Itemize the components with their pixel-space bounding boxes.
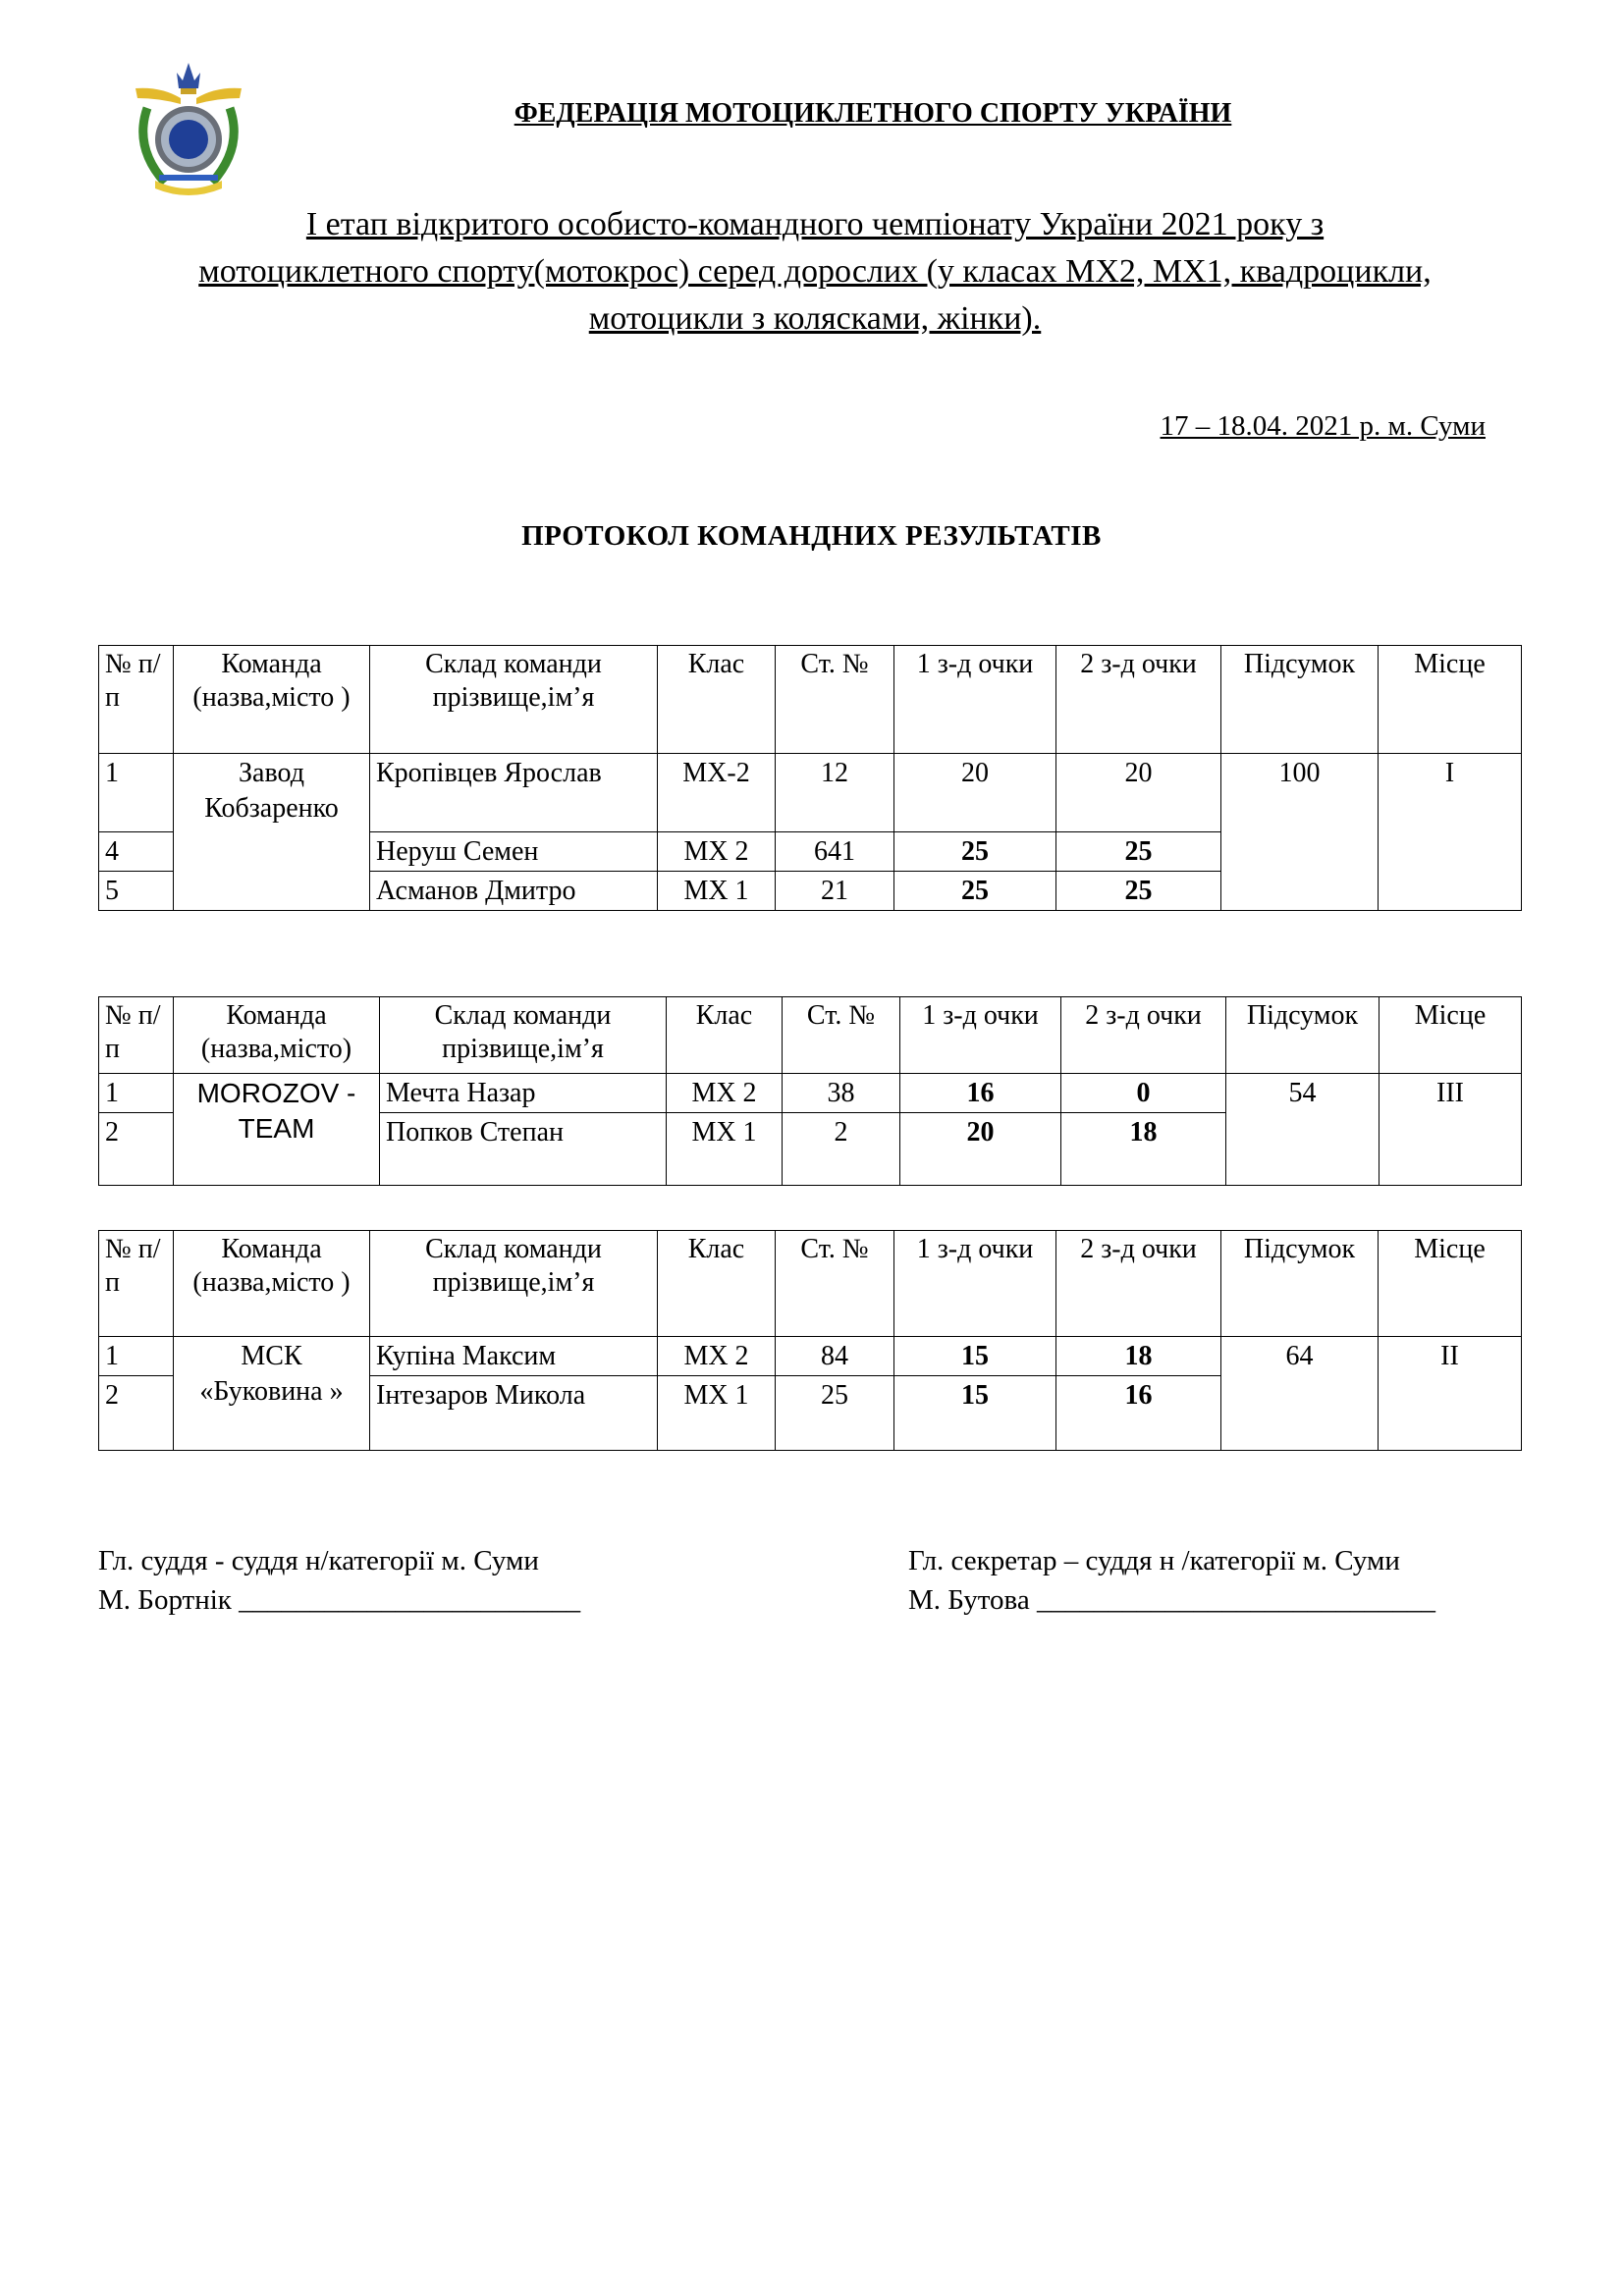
row-num: 1 — [99, 754, 174, 832]
row-num: 5 — [99, 872, 174, 911]
col-header-members: Склад команди прізвище,ім’я — [380, 997, 667, 1074]
event-title-line: мотоцикли з колясками, жінки). — [588, 300, 1042, 337]
chief-secretary-signature — [908, 1541, 1435, 1620]
results-table-3 — [98, 1230, 1522, 1451]
col-header-num: № п/п — [99, 997, 174, 1074]
event-title — [88, 201, 1542, 343]
race1-points: 15 — [894, 1376, 1056, 1451]
member-class: МХ-2 — [658, 754, 776, 832]
member-class: МХ 1 — [658, 1376, 776, 1451]
col-header-team: Команда (назва,місто) — [174, 997, 380, 1074]
team-name: MOROZOV - TEAM — [174, 1074, 380, 1186]
member-start: 84 — [776, 1337, 894, 1376]
team-total: 100 — [1221, 754, 1379, 911]
col-header-place: Місце — [1379, 646, 1522, 754]
col-header-race1: 1 з-д очки — [894, 1231, 1056, 1337]
team-name: Завод Кобзаренко — [174, 754, 370, 911]
table-header-row — [99, 1231, 1522, 1337]
race2-points: 0 — [1061, 1074, 1226, 1113]
member-class: МХ 2 — [658, 832, 776, 872]
col-header-team: Команда (назва,місто ) — [174, 1231, 370, 1337]
race1-points: 20 — [900, 1113, 1061, 1186]
member-class: МХ 2 — [667, 1074, 783, 1113]
col-header-total: Підсумок — [1226, 997, 1380, 1074]
race1-points: 15 — [894, 1337, 1056, 1376]
race2-points: 25 — [1056, 872, 1221, 911]
table-row — [99, 1337, 1522, 1376]
race2-points: 25 — [1056, 832, 1221, 872]
race2-points: 18 — [1061, 1113, 1226, 1186]
race1-points: 16 — [900, 1074, 1061, 1113]
chief-judge-name: М. Бортнік ________________________ — [98, 1584, 581, 1616]
federation-title: ФЕДЕРАЦІЯ МОТОЦИКЛЕТНОГО СПОРТУ УКРАЇНИ — [514, 98, 1232, 129]
member-class: МХ 1 — [658, 872, 776, 911]
col-header-num: № п/п — [99, 1231, 174, 1337]
team-place: ІІ — [1379, 1337, 1522, 1451]
col-header-place: Місце — [1380, 997, 1522, 1074]
member-start: 12 — [776, 754, 894, 832]
col-header-start: Ст. № — [783, 997, 900, 1074]
member-class: МХ 2 — [658, 1337, 776, 1376]
table-header-row — [99, 646, 1522, 754]
col-header-members: Склад команди прізвище,ім’я — [370, 646, 658, 754]
col-header-num: № п/п — [99, 646, 174, 754]
table-header-row — [99, 997, 1522, 1074]
col-header-members: Склад команди прізвище,ім’я — [370, 1231, 658, 1337]
member-name: Неруш Семен — [370, 832, 658, 872]
member-name: Кропівцев Ярослав — [370, 754, 658, 832]
col-header-race1: 1 з-д очки — [894, 646, 1056, 754]
col-header-total: Підсумок — [1221, 1231, 1379, 1337]
row-num: 2 — [99, 1113, 174, 1186]
results-table-2 — [98, 996, 1522, 1186]
event-title-line: І етап відкритого особисто-командного чемпіонату України 2021 року з — [305, 206, 1325, 242]
col-header-start: Ст. № — [776, 646, 894, 754]
member-start: 641 — [776, 832, 894, 872]
member-name: Мечта Назар — [380, 1074, 667, 1113]
row-num: 2 — [99, 1376, 174, 1451]
team-place: І — [1379, 754, 1522, 911]
member-class: МХ 1 — [667, 1113, 783, 1186]
team-total: 64 — [1221, 1337, 1379, 1451]
member-name: Інтезаров Микола — [370, 1376, 658, 1451]
col-header-place: Місце — [1379, 1231, 1522, 1337]
results-table-1 — [98, 645, 1522, 911]
col-header-race2: 2 з-д очки — [1056, 1231, 1221, 1337]
team-name: МСК «Буковина » — [174, 1337, 370, 1451]
event-title-line: мотоциклетного спорту(мотокрос) серед дорослих (у класах МХ2, МХ1, квадроцикли, — [198, 253, 1432, 290]
chief-secretary-title: Гл. секретар – суддя н /категорії м. Суми — [908, 1545, 1400, 1576]
protocol-title: ПРОТОКОЛ КОМАНДНИХ РЕЗУЛЬТАТІВ — [521, 520, 1102, 552]
member-name: Асманов Дмитро — [370, 872, 658, 911]
row-num: 1 — [99, 1337, 174, 1376]
col-header-class: Клас — [667, 997, 783, 1074]
race1-points: 25 — [894, 832, 1056, 872]
col-header-race2: 2 з-д очки — [1056, 646, 1221, 754]
col-header-start: Ст. № — [776, 1231, 894, 1337]
race1-points: 25 — [894, 872, 1056, 911]
date-place: 17 – 18.04. 2021 р. м. Суми — [1160, 410, 1486, 442]
col-header-class: Клас — [658, 1231, 776, 1337]
team-total: 54 — [1226, 1074, 1380, 1186]
row-num: 1 — [99, 1074, 174, 1113]
chief-judge-signature — [98, 1541, 580, 1620]
chief-secretary-name: М. Бутова ____________________________ — [908, 1584, 1435, 1616]
race2-points: 18 — [1056, 1337, 1221, 1376]
team-place: ІІІ — [1380, 1074, 1522, 1186]
table-row — [99, 1074, 1522, 1113]
member-start: 38 — [783, 1074, 900, 1113]
col-header-team: Команда (назва,місто ) — [174, 646, 370, 754]
col-header-race2: 2 з-д очки — [1061, 997, 1226, 1074]
chief-judge-title: Гл. суддя - суддя н/категорії м. Суми — [98, 1545, 539, 1576]
col-header-race1: 1 з-д очки — [900, 997, 1061, 1074]
col-header-class: Клас — [658, 646, 776, 754]
col-header-total: Підсумок — [1221, 646, 1379, 754]
race2-points: 20 — [1056, 754, 1221, 832]
member-start: 25 — [776, 1376, 894, 1451]
race2-points: 16 — [1056, 1376, 1221, 1451]
member-start: 2 — [783, 1113, 900, 1186]
race1-points: 20 — [894, 754, 1056, 832]
member-start: 21 — [776, 872, 894, 911]
row-num: 4 — [99, 832, 174, 872]
member-name: Купіна Максим — [370, 1337, 658, 1376]
table-row — [99, 754, 1522, 832]
member-name: Попков Степан — [380, 1113, 667, 1186]
